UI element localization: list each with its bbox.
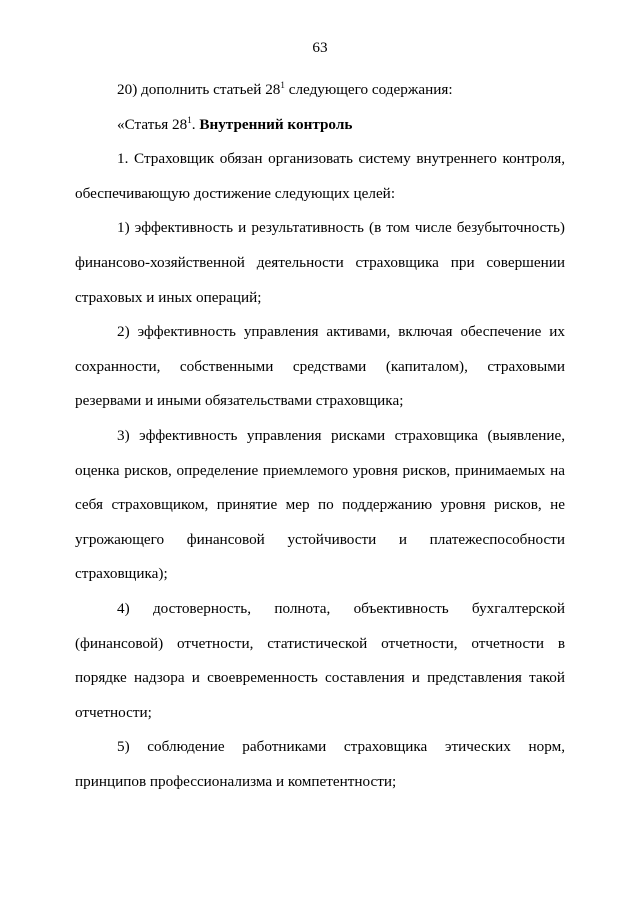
page-number: 63	[312, 39, 328, 56]
article-separator: .	[191, 115, 200, 133]
article-title: Внутренний контроль	[199, 115, 353, 133]
article-number: «Статья 28	[117, 115, 188, 133]
amendment-intro-text: 20) дополнить статьей 28	[117, 81, 281, 98]
amendment-intro-suffix: следующего содержания:	[284, 81, 453, 98]
paragraph-1: 1. Страховщик обязан организовать систему внутреннего контроля, обеспечивающую достижение следующих целей:	[75, 150, 565, 202]
article-heading	[75, 108, 565, 143]
paragraph-item-4: 4) достоверность, полнота, объективность бухгалтерской (финансовой) отчетности, статистической отчетности, отчетности в порядке надзора и своевременность составления и представления такой отчетности;	[75, 599, 565, 721]
paragraph-item-1: 1) эффективность и результативность (в том числе безубыточность) финансово-хозяйственной деятельности страховщика при совершении страховых и иных операций;	[75, 219, 565, 306]
document-body	[75, 73, 565, 799]
superscript: 1	[280, 80, 285, 90]
superscript: 1	[187, 114, 192, 125]
paragraph-item-3: 3) эффективность управления рисками страховщика (выявление, оценка рисков, определение приемлемого уровня рисков, принимаемых на себя страховщиком, принятие мер по поддержанию уровня рисков, не угрожающего финансовой устойчивости и платежеспособности страховщика);	[75, 426, 565, 583]
paragraph-item-2: 2) эффективность управления активами, включая обеспечение их сохранности, собственными средствами (капиталом), страховыми резервами и иными обязательствами страховщика;	[75, 323, 565, 410]
amendment-intro	[75, 73, 565, 108]
paragraph-item-5: 5) соблюдение работниками страховщика этических норм, принципов профессионализма и компетентности;	[75, 738, 565, 790]
